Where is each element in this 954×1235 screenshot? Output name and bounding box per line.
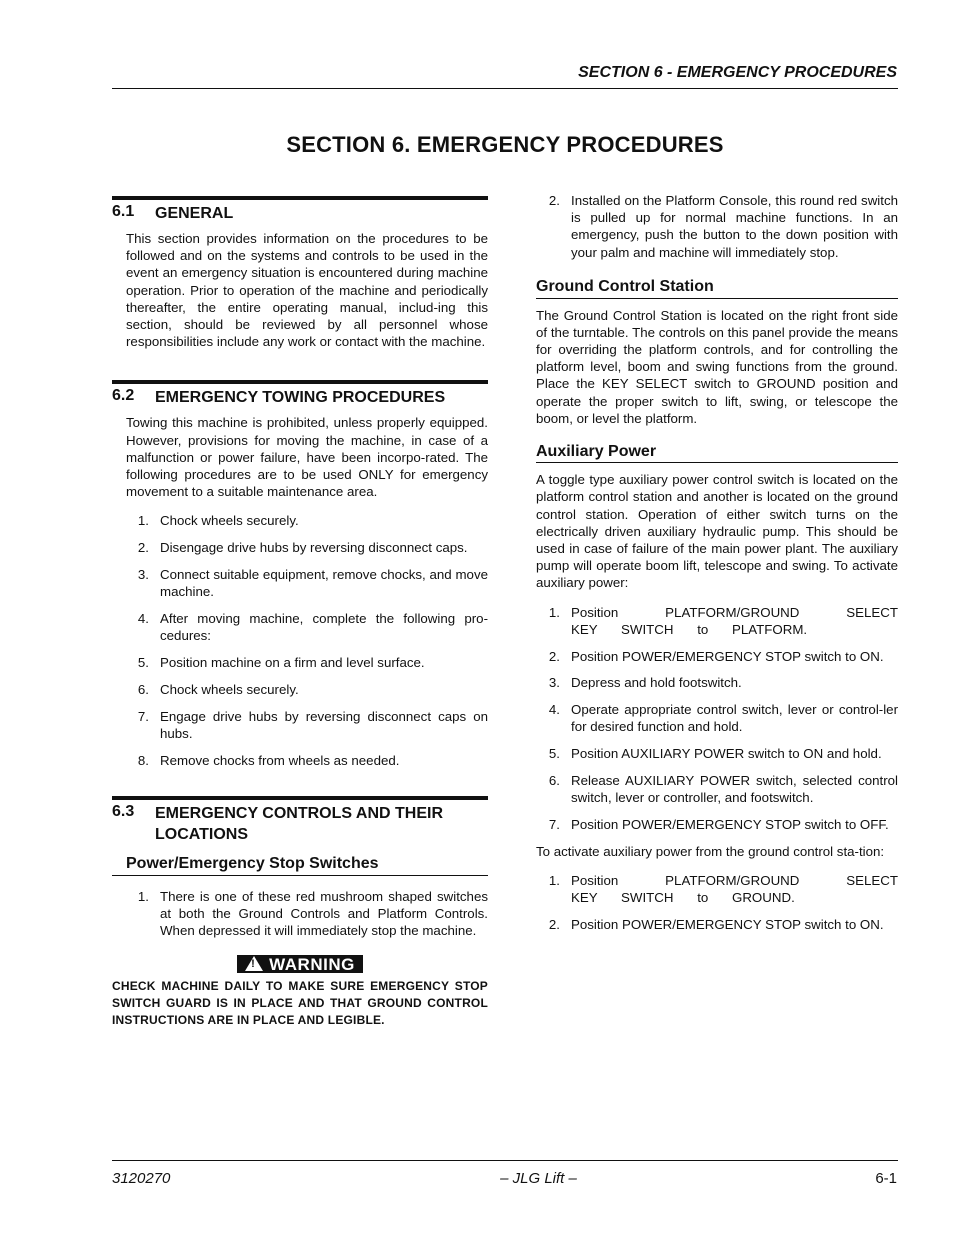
section-number: 6.3 [112,803,135,821]
warning-triangle-icon: ! [245,956,263,971]
list-item: 1. Position PLATFORM/GROUND SELECT KEY SWITCH to PLATFORM. [548,604,898,637]
footer-center-text: – JLG Lift – [500,1170,577,1187]
warning-banner [112,955,488,974]
auxiliary-power-subheading: Auxiliary Power [536,443,898,463]
power-emergency-stop-subheading: Power/Emergency Stop Switches [112,855,488,875]
ground-activation-intro: To activate auxiliary power from the ground control sta-tion: [536,843,885,859]
list-item: 7. Engage drive hubs by reversing disconnect caps on hubs. [137,708,488,741]
section-6-3-heading [112,796,488,845]
list-item: 3. Depress and hold footswitch. [548,675,742,691]
footer-rule [112,1160,898,1161]
list-item: 2. Installed on the Platform Console, this round red switch is pulled up for normal machine functions. In an emergency, push the button to the down position with your palm and machine will immediately stop. [548,193,898,260]
list-item: 5. Position AUXILIARY POWER switch to ON and hold. [548,746,882,762]
page-number: 6-1 [875,1170,897,1187]
list-item: 4. Operate appropriate control switch, lever or control-ler for desired function and hold. [548,702,898,735]
warning-label: ! WARNING [237,955,363,973]
section-title: EMERGENCY TOWING PROCEDURES [155,389,446,407]
list-item: 1. There is one of these red mushroom shaped switches at both the Ground Controls and Platform Controls. When depressed it will immediately stop the machine. [137,888,488,939]
list-item: 2. Position POWER/EMERGENCY STOP switch to ON. [548,648,884,664]
list-item: 8. Remove chocks from wheels as needed. [137,752,400,768]
document-number: 3120270 [112,1170,171,1187]
section-6-1-heading [112,196,488,224]
list-item: 3. Connect suitable equipment, remove chocks, and move machine. [137,567,488,600]
header-rule [112,88,898,89]
ground-activation-steps [536,872,898,933]
section-number: 6.2 [112,387,135,405]
left-column [112,196,488,1029]
right-column [536,192,898,943]
ground-control-paragraph: The Ground Control Station is located on the right front side of the turntable. The controls on this panel provide the means for overriding the platform controls, and for controlling the platform level, boom and swing functions from the ground. Place the KEY SELECT switch to GROUND position and operate the proper switch to lift, swing, or telescope the boom, or level the platform. [536,307,898,426]
ground-control-station-subheading: Ground Control Station [536,278,898,298]
list-item: 6. Release AUXILIARY POWER switch, selected control switch, lever or controller, and footswitch. [548,773,898,806]
list-item: 7. Position POWER/EMERGENCY STOP switch to OFF. [548,817,889,833]
section-title: GENERAL [155,205,234,222]
list-item: 2. Position POWER/EMERGENCY STOP switch to ON. [548,917,884,933]
list-item: 2. Disengage drive hubs by reversing disconnect caps. [137,540,468,556]
list-item: 1. Chock wheels securely. [137,513,299,529]
towing-steps [112,512,488,768]
auxiliary-steps [536,604,898,834]
general-paragraph: This section provides information on the procedures to be followed and on the systems and controls to be used in the event an emergency situation is encountered during machine operation. Prior to operation of the machine and periodically thereafter, the entire operating manual, includ-ing this section, should be reviewed by all personnel whose responsibilities include any work or contact with the machine. [126,231,488,350]
list-item: 6. Chock wheels securely. [137,681,299,697]
section-title: EMERGENCY CONTROLS AND THEIR LOCATIONS [155,805,444,844]
page-title: SECTION 6. EMERGENCY PROCEDURES [286,132,724,157]
list-item: 1. Position PLATFORM/GROUND SELECT KEY SWITCH to GROUND. [548,873,898,906]
running-header: SECTION 6 - EMERGENCY PROCEDURES [578,64,897,81]
emergency-stop-steps-cont [536,192,898,261]
warning-text: CHECK MACHINE DAILY TO MAKE SURE EMERGENCY STOP SWITCH GUARD IS IN PLACE AND THAT GROUND CONTROL INSTRUCTIONS ARE IN PLACE AND LEGIBLE. [112,979,488,1028]
list-item: 4. After moving machine, complete the following pro-cedures: [137,611,488,644]
auxiliary-power-paragraph: A toggle type auxiliary power control switch is located on the platform control station and another is located on the ground control station. Operation of either switch turns on the electrically driven auxiliary hydraulic pump. This should be used in case of failure of the main power plant. The auxiliary pump will operate boom lift, telescope and swing. To activate auxiliary power: [536,472,898,591]
section-6-2-heading [112,380,488,408]
towing-paragraph: Towing this machine is prohibited, unless properly equipped. However, provisions for moving the machine, in case of a malfunction or power failure, have been incorpo-rated. The following procedures are to be used ONLY for emergency movement to a suitable maintenance area. [126,415,488,500]
emergency-stop-steps [112,888,488,940]
section-number: 6.1 [112,203,135,220]
list-item: 5. Position machine on a firm and level surface. [137,655,425,671]
